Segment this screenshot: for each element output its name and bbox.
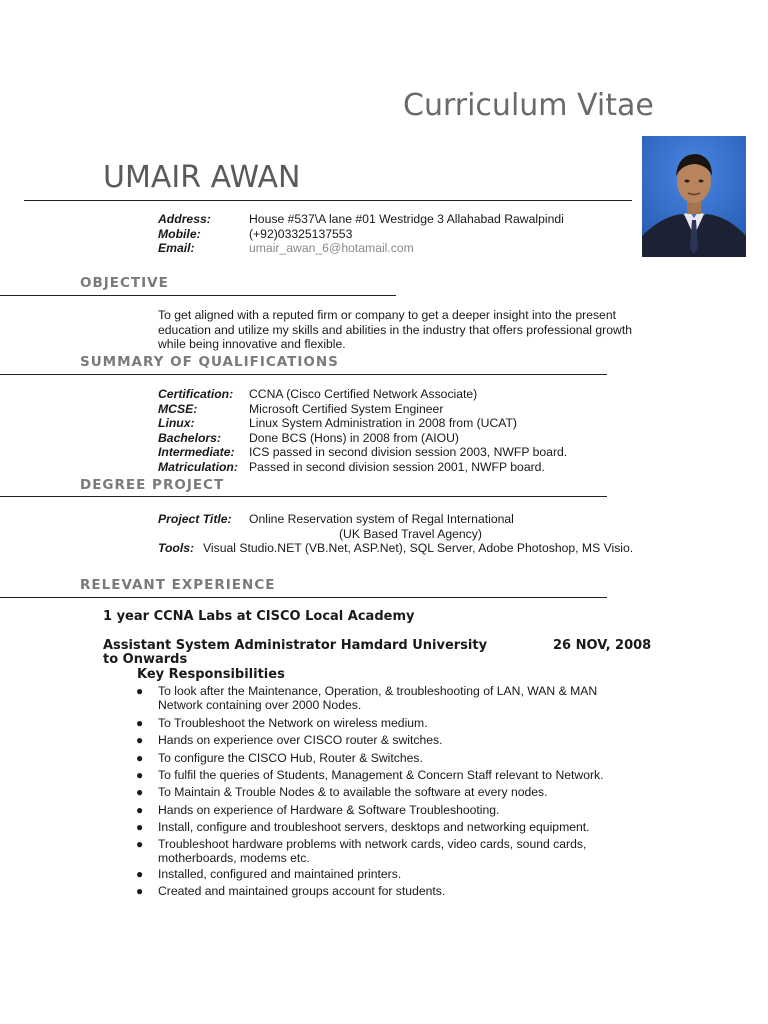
- list-item-text: To fulfil the queries of Students, Management & Concern Staff relevant to Network.: [158, 768, 604, 783]
- objective-line: education and utilize my skills and abilities in the industry that offers professional growth: [158, 322, 632, 337]
- job-title: Assistant System Administrator Hamdard University: [103, 638, 488, 653]
- list-item-text: To look after the Maintenance, Operation, & troubleshooting of LAN, WAN & MAN: [158, 684, 598, 698]
- list-item: [136, 716, 636, 730]
- qualification-label: Bachelors:: [158, 430, 221, 445]
- responsibilities-heading: Key Responsibilities: [137, 667, 285, 682]
- degree-project-block: [158, 512, 658, 558]
- name-divider: [24, 200, 632, 201]
- degree-project-divider: [0, 496, 607, 497]
- list-item: [136, 867, 636, 881]
- qualification-value: Linux System Administration in 2008 from (UCAT): [249, 416, 517, 431]
- degree-project-heading: DEGREE PROJECT: [80, 477, 225, 493]
- qualification-label: Linux:: [158, 416, 195, 431]
- qualification-value: Microsoft Certified System Engineer: [249, 401, 444, 416]
- qualification-value: Passed in second division session 2001, NWFP board.: [249, 460, 545, 474]
- document-title: Curriculum Vitae: [403, 88, 654, 123]
- qualifications-heading: SUMMARY OF QUALIFICATIONS: [80, 354, 339, 370]
- qualifications-list: [158, 387, 618, 477]
- list-item: [136, 785, 636, 799]
- list-item-text: motherboards, modems etc.: [158, 851, 310, 866]
- bullet-icon: ●: [136, 883, 144, 898]
- person-portrait-icon: [642, 136, 746, 257]
- list-item-text: Hands on experience of Hardware & Software Troubleshooting.: [158, 802, 500, 817]
- bullet-icon: ●: [136, 768, 144, 783]
- list-item-text: To Maintain & Trouble Nodes & to available the software at every nodes.: [158, 785, 548, 800]
- list-item-text: Created and maintained groups account for students.: [158, 883, 446, 898]
- objective-heading: OBJECTIVE: [80, 275, 169, 291]
- responsibilities-list: [136, 684, 636, 898]
- list-item-text: To configure the CISCO Hub, Router & Switches.: [158, 750, 423, 765]
- list-item-text: Install, configure and troubleshoot servers, desktops and networking equipment.: [158, 820, 590, 835]
- bullet-icon: ●: [136, 785, 144, 800]
- bullet-icon: ●: [136, 684, 144, 698]
- list-item-text: Hands on experience over CISCO router & switches.: [158, 733, 443, 748]
- address-label: Address:: [158, 212, 211, 226]
- bullet-icon: ●: [136, 715, 144, 730]
- profile-photo: [642, 136, 746, 257]
- qualification-label: Matriculation:: [158, 460, 238, 474]
- tools-label: Tools:: [158, 541, 195, 555]
- contact-block: [158, 212, 618, 258]
- ccna-labs-line: 1 year CCNA Labs at CISCO Local Academy: [103, 609, 415, 624]
- list-item-text: Installed, configured and maintained printers.: [158, 867, 402, 882]
- experience-heading: RELEVANT EXPERIENCE: [80, 577, 276, 593]
- qualifications-divider: [0, 374, 607, 375]
- bullet-icon: ●: [136, 733, 144, 748]
- list-item: [136, 733, 636, 747]
- qualification-label: Certification:: [158, 387, 234, 401]
- objective-line: To get aligned with a reputed firm or company to get a deeper insight into the present: [158, 308, 616, 322]
- address-value: House #537\A lane #01 Westridge 3 Allahabad Rawalpindi: [249, 212, 564, 226]
- mobile-value: (+92)03325137553: [249, 227, 353, 241]
- list-item-text: Network containing over 2000 Nodes.: [158, 698, 362, 713]
- objective-line: while being innovative and flexible.: [158, 337, 346, 352]
- objective-divider: [0, 295, 396, 296]
- list-item: [136, 684, 636, 713]
- project-title-value: Online Reservation system of Regal International: [249, 512, 514, 526]
- bullet-icon: ●: [136, 802, 144, 817]
- project-title-label: Project Title:: [158, 512, 232, 526]
- qualification-label: MCSE:: [158, 401, 198, 416]
- list-item: [136, 820, 636, 834]
- bullet-icon: ●: [136, 820, 144, 835]
- tools-value: Visual Studio.NET (VB.Net, ASP.Net), SQL Server, Adobe Photoshop, MS Visio.: [203, 541, 634, 555]
- list-item-text: To Troubleshoot the Network on wireless medium.: [158, 715, 428, 730]
- candidate-name: UMAIR AWAN: [103, 160, 301, 195]
- mobile-label: Mobile:: [158, 227, 201, 241]
- project-title-subline: (UK Based Travel Agency): [339, 527, 482, 541]
- list-item: [136, 768, 636, 782]
- bullet-icon: ●: [136, 867, 144, 882]
- email-label: Email:: [158, 241, 195, 255]
- qualification-label: Intermediate:: [158, 445, 235, 460]
- qualification-value: Done BCS (Hons) in 2008 from (AIOU): [249, 430, 459, 445]
- list-item: [136, 837, 636, 866]
- email-link[interactable]: umair_awan_6@hotamail.com: [249, 241, 414, 255]
- job-date: 26 NOV, 2008: [553, 638, 652, 653]
- qualification-value: CCNA (Cisco Certified Network Associate): [249, 387, 478, 401]
- job-duration: to Onwards: [103, 652, 188, 667]
- qualification-value: ICS passed in second division session 2003, NWFP board.: [249, 445, 568, 460]
- bullet-icon: ●: [136, 836, 144, 851]
- list-item: [136, 751, 636, 765]
- bullet-icon: ●: [136, 750, 144, 765]
- experience-divider: [0, 597, 607, 598]
- list-item: [136, 884, 636, 898]
- list-item: [136, 803, 636, 817]
- list-item-text: Troubleshoot hardware problems with network cards, video cards, sound cards,: [158, 836, 587, 851]
- objective-text: [158, 308, 678, 352]
